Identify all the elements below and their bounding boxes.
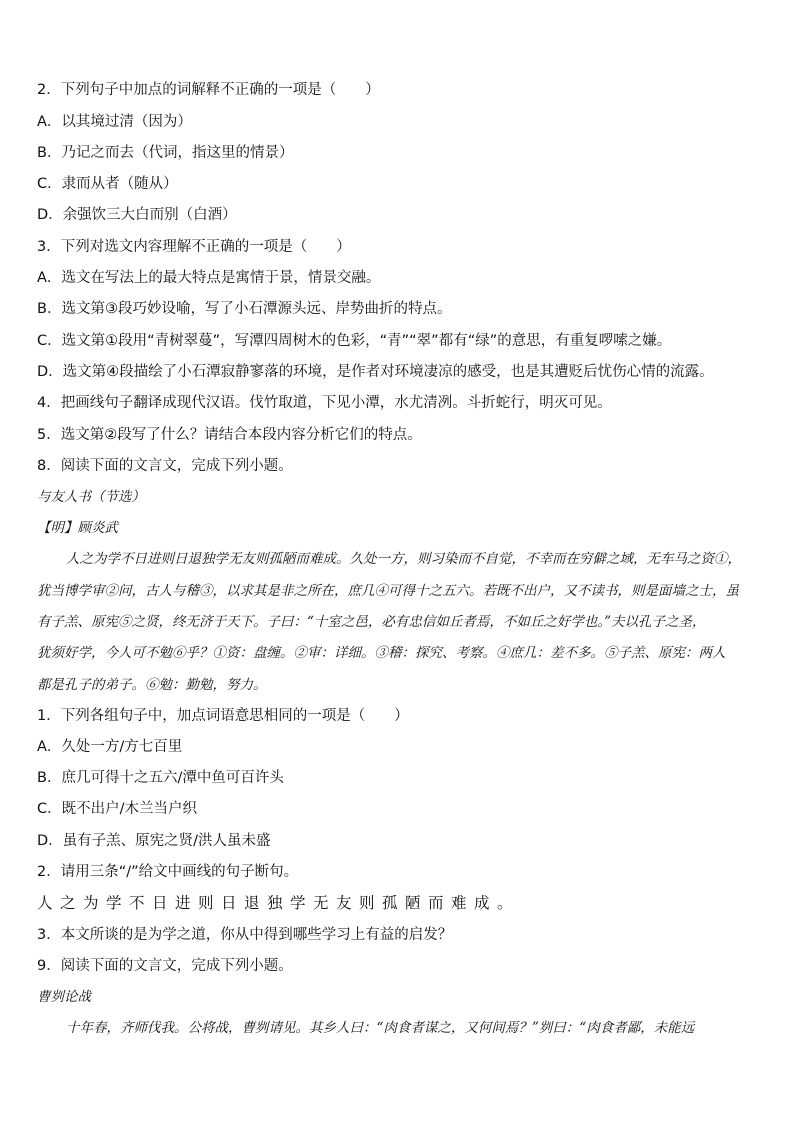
question-5: 5．选文第②段写了什么？请结合本段内容分析它们的特点。 [37, 427, 422, 443]
question-2-stem: 2．下列句子中加点的词解释不正确的一项是（ ） [37, 82, 380, 98]
passage-line: 犹须好学，今人可不勉⑥乎？①资：盘缠。②审：详细。③稽：探究、考察。④庶几：差不多。⑤子羔、原宪：两人 [37, 645, 726, 661]
question-3-option-c: C．选文第①段用“青树翠蔓”，写潭四周树木的色彩，“青”“翠”都有“绿”的意思，有重复啰嗦之嫌。 [37, 333, 672, 349]
passage-line: 都是孔子的弟子。⑥勉：勤勉，努力。 [37, 677, 267, 693]
passage-line-2: 十年春，齐师伐我。公将战，曹刿请见。其乡人曰：“肉食者谋之，又何间焉？”刿曰：“肉食者鄙，未能远 [66, 1020, 695, 1036]
question-2-option-d: D．余强饮三大白而别（白酒） [37, 207, 237, 223]
passage-title-2: 曹刿论战 [37, 989, 91, 1005]
sub-question-1-option-a: A．久处一方/方七百里 [37, 739, 183, 755]
question-4: 4．把画线句子翻译成现代汉语。伐竹取道，下见小潭，水尤清冽。斗折蛇行，明灭可见。 [37, 395, 612, 411]
punctuation-sentence: 人之为学不日进则日退独学无友则孤陋而难成。 [37, 894, 521, 912]
section-8-heading: 8．阅读下面的文言文，完成下列小题。 [37, 458, 293, 474]
sub-question-1-stem: 1．下列各组句子中，加点词语意思相同的一项是（ ） [37, 708, 409, 724]
passage-line: 有子羔、原宪⑤之贤，终无济于天下。子曰：“十室之邑，必有忠信如丘者焉，不如丘之好学也。”夫以孔子之圣， [37, 614, 706, 630]
passage-line: 人之为学不日进则日退独学无友则孤陋而难成。久处一方，则习染而不自觉，不幸而在穷僻之域，无车马之资①， [66, 551, 741, 567]
sub-question-3: 3．本文所谈的是为学之道，你从中得到哪些学习上有益的启发？ [37, 927, 453, 943]
question-2-option-a: A．以其境过清（因为） [37, 114, 192, 130]
passage-title: 与友人书（节选） [37, 489, 145, 505]
question-3-option-a: A．选文在写法上的最大特点是寓情于景，情景交融。 [37, 270, 381, 286]
question-3-option-d: D．选文第④段描绘了小石潭寂静寥落的环境，是作者对环境凄凉的感受，也是其遭贬后忧伤心情的流露。 [37, 364, 714, 380]
passage-line: 犹当博学审②问，古人与稽③，以求其是非之所在，庶几④可得十之五六。若既不出户，又不读书，则是面墙之士，虽 [37, 583, 739, 599]
question-2-option-b: B．乃记之而去（代词，指这里的情景） [37, 145, 294, 161]
sub-question-2: 2．请用三条“/”给文中画线的句子断句。 [37, 864, 299, 880]
question-2-option-c: C．隶而从者（随从） [37, 176, 178, 192]
sub-question-1-option-c: C．既不出户/木兰当户织 [37, 801, 198, 817]
section-9-heading: 9．阅读下面的文言文，完成下列小题。 [37, 958, 293, 974]
sub-question-1-option-b: B．庶几可得十之五六/潭中鱼可百许头 [37, 770, 284, 786]
question-3-option-b: B．选文第③段巧妙设喻，写了小石潭源头远、岸势曲折的特点。 [37, 301, 452, 317]
passage-author: 【明】顾炎武 [37, 520, 118, 536]
sub-question-1-option-d: D．虽有子羔、原宪之贤/洪人虽未盛 [37, 833, 271, 849]
question-3-stem: 3．下列对选文内容理解不正确的一项是（ ） [37, 239, 351, 255]
